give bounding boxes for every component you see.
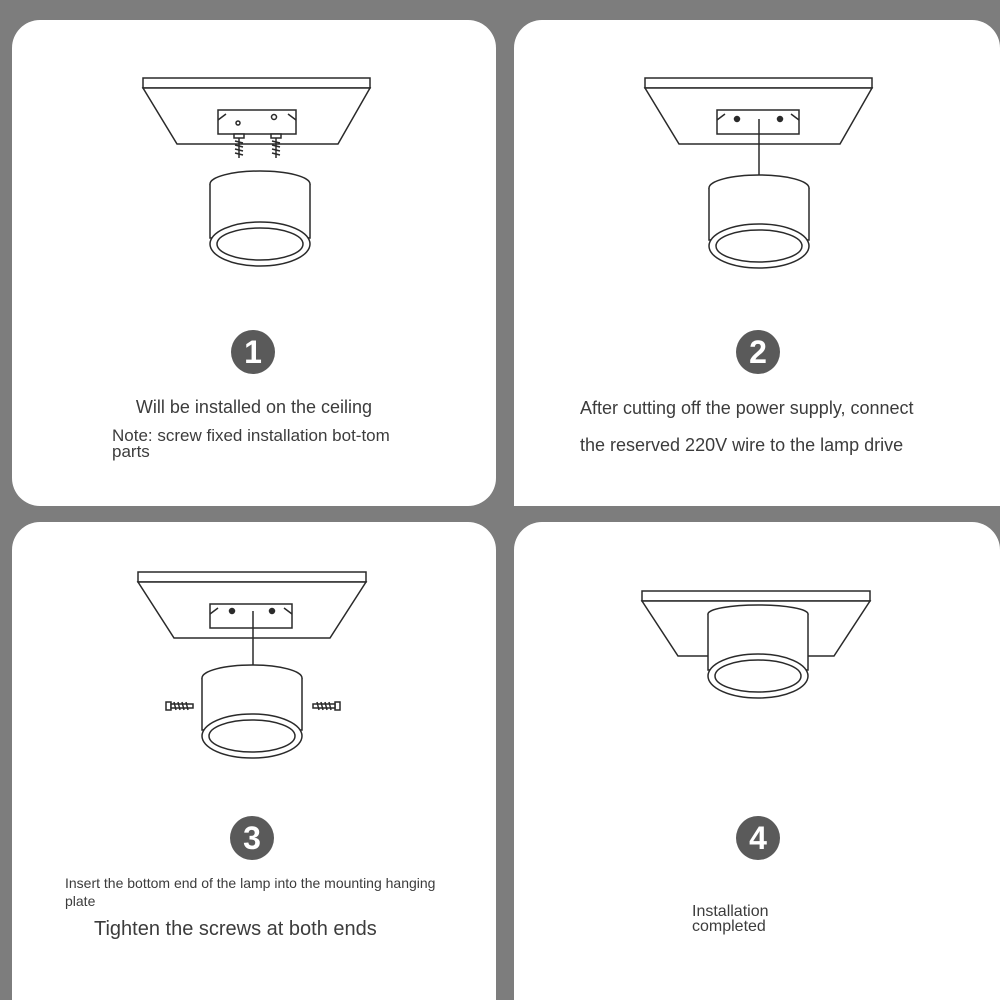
side-screw-left-icon xyxy=(166,702,193,710)
step-2-badge: 2 xyxy=(736,330,780,374)
step-3-badge: 3 xyxy=(230,816,274,860)
ceiling-edge xyxy=(642,591,870,601)
step-4-panel xyxy=(514,522,1000,1000)
ceiling-edge xyxy=(143,78,370,88)
ceiling-edge xyxy=(645,78,872,88)
step-3-small-text: Insert the bottom end of the lamp into the mounting hanging plate xyxy=(65,875,436,909)
step-2-line-2: the reserved 220V wire to the lamp drive xyxy=(580,435,904,455)
step-3-illustration xyxy=(12,522,496,782)
step-1-illustration xyxy=(12,20,496,310)
step-1-main-text: Will be installed on the ceiling xyxy=(135,397,373,417)
mounting-plate xyxy=(210,604,292,628)
step-1-panel xyxy=(12,20,496,506)
lamp-body xyxy=(210,171,310,266)
screw-left-icon xyxy=(234,134,244,158)
lamp-body xyxy=(709,175,809,268)
step-1-note: Note: screw fixed installation bot-tom parts xyxy=(112,426,390,461)
step-2-illustration xyxy=(514,20,1000,310)
step-1-badge: 1 xyxy=(231,330,275,374)
screw-right-icon xyxy=(271,134,281,158)
step-2-line-1: After cutting off the power supply, connect xyxy=(580,398,914,418)
side-screw-right-icon xyxy=(313,702,340,710)
ceiling-edge xyxy=(138,572,366,582)
step-4-illustration xyxy=(514,522,1000,782)
step-4-main-text: Installation completed xyxy=(692,903,769,935)
step-2-panel xyxy=(514,20,1000,506)
lamp-body xyxy=(202,665,302,758)
mounting-plate xyxy=(717,110,799,134)
step-3-panel xyxy=(12,522,496,1000)
step-3-main-text: Tighten the screws at both ends xyxy=(94,918,377,940)
lamp-body xyxy=(708,605,808,698)
step-4-badge: 4 xyxy=(736,816,780,860)
mounting-plate xyxy=(218,110,296,134)
